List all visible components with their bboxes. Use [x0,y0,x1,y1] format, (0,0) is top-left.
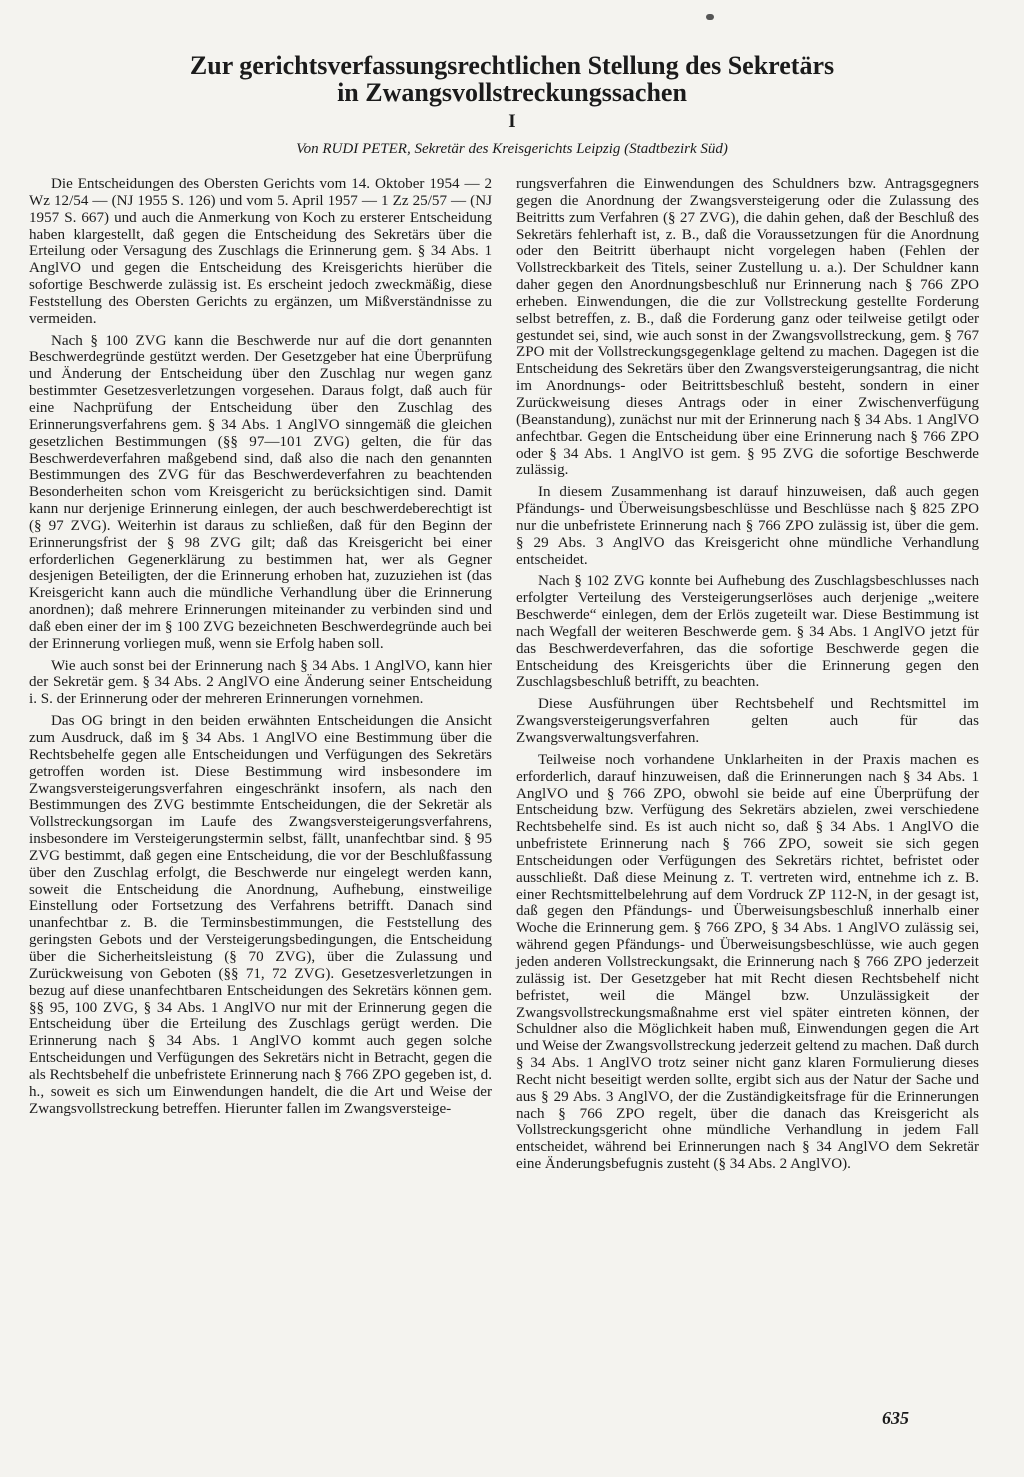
paragraph: Wie auch sonst bei der Erinnerung nach § 34 Abs. 1 AnglVO, kann hier der Sekretär gem. § 34 Abs. 2 AnglVO eine Änderung seiner Entscheidung i. S. der Erinnerung oder der mehreren Erinnerungen vornehmen. [29,657,492,708]
paragraph: rungsverfahren die Einwendungen des Schuldners bzw. Antragsgegners gegen die Anordnung der Zwangsversteigerung oder die Zulassung des Beitritts zum Verfahren (§ 27 ZVG), die dahin gehen, daß der Beschluß des Sekretärs fehlerhaft ist, z. B., daß die Voraussetzungen für die Anordnung oder den Beitritt überhaupt nicht vorgelegen haben (Fehlen der Vollstreckbarkeit des Titels, seiner Zustellung u. a.). Der Schuldner kann daher gegen den Anordnungsbeschluß nur Erinnerung nach § 766 ZPO erheben. Einwendungen, die die zur Vollstreckung gestellte Forderung selbst betreffen, z. B., daß die Forderung ganz oder teilweise getilgt oder gestundet sei, sind, wie auch sonst in der Zwangsvollstreckung, gem. § 767 ZPO mit der Vollstreckungsgegenklage geltend zu machen. Dagegen ist die Entscheidung des Sekretärs über den Zwangsversteigerungsantrag, die nicht im Anordnungs- oder Beitrittsbeschluß besteht, sondern in einer Zurückweisung dieses Antrags oder in einer Zwischenverfügung (Beanstandung), zunächst nur mit der Erinnerung nach § 34 Abs. 1 AnglVO anfechtbar. Gegen die Entscheidung über eine Erinnerung nach § 766 ZPO oder § 34 Abs. 1 AnglVO ist gem. § 95 ZVG die sofortige Beschwerde zulässig. [516,176,979,479]
paragraph: Das OG bringt in den beiden erwähnten Entscheidungen die Ansicht zum Ausdruck, daß im § 34 Abs. 1 AnglVO eine Bestimmung über die Rechtsbehelfe gegen alle Entscheidungen und Verfügungen des Sekretärs getroffen worden ist. Diese Bestimmung wird insbesondere im Zwangsversteigerungsverfahren eingeschränkt insofern, als nach den Bestimmungen des ZVG bestimmte Entscheidungen, die der Sekretär als Vollstreckungsorgan im Laufe des Zwangsversteigerungsverfahrens, insbesondere im Versteigerungstermin selbst, fällt, unanfechtbar sind. § 95 ZVG bestimmt, daß gegen eine Entscheidung, die vor der Beschlußfassung über den Zuschlag erfolgt, die Beschwerde nur eingelegt werden kann, soweit die Entscheidung die Anordnung, Aufhebung, einstweilige Einstellung oder Fortsetzung des Verfahrens betrifft. Danach sind unanfechtbar z. B. die Terminsbestimmungen, die Feststellung des geringsten Gebots und der Versteigerungsbedingungen, die Entscheidung über die Sicherheitsleistung (§ 70 ZVG), über die Zulassung und Zurückweisung von Geboten (§§ 71, 72 ZVG). Gesetzesverletzungen in bezug auf diese unanfechtbaren Entscheidungen des Sekretärs können gem. §§ 95, 100 ZVG, § 34 Abs. 1 AnglVO nur mit der Erinnerung gegen die Entscheidung über die Erteilung des Zuschlags gerügt werden. Die Erinnerung nach § 34 Abs. 1 AnglVO kommt auch gegen solche Entscheidungen und Verfügungen des Sekretärs nicht in Betracht, gegen die als Rechtsbehelf die unbefristete Erinnerung nach § 766 ZPO gegeben ist, d. h., soweit es sich um Einwendungen handelt, die die Art und Weise der Zwangsvollstreckung betreffen. Hierunter fallen im Zwangsversteige- [29,713,492,1117]
paragraph: Die Entscheidungen des Obersten Gerichts vom 14. Oktober 1954 — 2 Wz 12/54 — (NJ 1955 S. 126) und vom 5. April 1957 — 1 Zz 25/57 — (NJ 1957 S. 667) und auch die Anmerkung von Koch zu ersterer Entscheidung haben klargestellt, daß gegen die Entscheidung des Sekretärs über die Erteilung oder Versagung des Zuschlags die Erinnerung gem. § 34 Abs. 1 AnglVO und gegen die Entscheidung des Kreisgerichts hierüber die sofortige Beschwerde zulässig ist. Es erscheint jedoch zweckmäßig, diese Feststellung des Obersten Gerichts zu ergänzen, um Mißverständnisse zu vermeiden. [29,176,492,327]
page-number: 635 [882,1408,909,1428]
left-column [29,176,492,1122]
paragraph: Teilweise noch vorhandene Unklarheiten in der Praxis machen es erforderlich, darauf hinzuweisen, daß die Erinnerungen nach § 34 Abs. 1 AnglVO und § 766 ZPO, obwohl sie beide auf eine Überprüfung der Entscheidung bzw. Verfügung des Sekretärs abzielen, zwei verschiedene Rechtsbehelfe sind. Es ist auch nicht so, daß § 34 Abs. 1 AnglVO die unbefristete Erinnerung nach § 766 ZPO, soweit sie sich gegen Entscheidungen oder Verfügungen des Sekretärs richtet, befristet oder ausschließt. Daß diese Meinung z. T. vertreten wird, entnehme ich z. B. einer Rechtsmittelbelehrung auf dem Vordruck ZP 112-N, in der gesagt ist, daß gegen den Pfändungs- und Überweisungsbeschluß innerhalb einer Woche die Erinnerung gem. § 766 ZPO, § 34 Abs. 1 AnglVO zulässig sei, während gegen Pfändungs- und Überweisungsbeschlüsse, wie auch gegen jeden anderen Vollstreckungsakt, die Erinnerung nach § 766 ZPO jederzeit zulässig ist. Der Gesetzgeber hat mit Recht diesen Rechtsbehelf nicht befristet, weil die Mängel bzw. Unzulässigkeit der Zwangsvollstreckungsmaßnahme erst viel später eintreten können, der Schuldner also die Möglichkeit haben muß, Einwendungen gegen die Art und Weise der Zwangsvollstreckung jederzeit geltend zu machen. Daß durch § 34 Abs. 1 AnglVO trotz seiner nicht ganz klaren Formulierung dieses Recht nicht beseitigt werden sollte, ergibt sich aus der Natur der Sache und aus § 29 Abs. 3 AnglVO, der die Zuständigkeitsfrage für die Erinnerungen nach § 766 ZPO regelt, über die danach das Kreisgericht als Vollstreckungsgericht ohne mündliche Verhandlung in jedem Fall entscheidet, während bei Erinnerungen nach § 34 AnglVO dem Sekretär eine Änderungsbefugnis zusteht (§ 34 Abs. 2 AnglVO). [516,751,979,1173]
author-byline: Von RUDI PETER, Sekretär des Kreisgerichts Leipzig (Stadtbezirk Süd) [296,141,728,157]
right-column [516,176,979,1178]
paragraph: Nach § 102 ZVG konnte bei Aufhebung des Zuschlagsbeschlusses nach erfolgter Verteilung des Versteigerungserlöses auch derjenige „weitere Beschwerde“ einlegen, dem der Erlös zugeteilt war. Diese Bestimmung ist nach Wegfall der weiteren Beschwerde gem. § 34 Abs. 1 AnglVO jetzt für das Beschwerdeverfahren, das die sofortige Beschwerde gegen die Entscheidung des Kreisgerichts über die Erinnerung gegen den Zuschlagsbeschluß betrifft, zu beachten. [516,573,979,691]
title-line-2: in Zwangsvollstreckungssachen [337,78,687,107]
paragraph: Nach § 100 ZVG kann die Beschwerde nur auf die dort genannten Beschwerdegründe gestützt werden. Der Gesetzgeber hat eine Überprüfung und Änderung der Entscheidung über den Zuschlag nur wegen ganz bestimmter Gesetzesverletzungen vorgesehen. Daraus folgt, daß auch für eine Nachprüfung der Entscheidung über den Zuschlag des Erinnerungsverfahrens gem. § 34 Abs. 1 AnglVO sinngemäß die gleichen gesetzlichen Bestimmungen (§§ 97—101 ZVG) gelten, die für das Beschwerdeverfahren maßgebend sind, daß also die nach den genannten Bestimmungen des ZVG für das Beschwerdeverfahren zu beachtenden Besonderheiten schon vom Kreisgericht zu berücksichtigen sind. Damit kann nur derjenige Erinnerung einlegen, der auch beschwerdeberechtigt ist (§ 97 ZVG). Weiterhin ist daraus zu schließen, daß für den Beginn der Erinnerungsfrist der § 98 ZVG gilt; daß das Kreisgericht bei einer erforderlichen Gegenerklärung zu bestimmen hat, wer als Gegner desjenigen Beteiligten, der die Erinnerung erhoben hat, zuzuziehen ist (das Kreisgericht kann auch die mündliche Verhandlung über die Erinnerung anordnen); daß mehrere Erinnerungen miteinander zu verbinden sind und daß eben einer der im § 100 ZVG bezeichneten Beschwerdegründe auch bei der Erinnerung vorliegen muß, wenn sie Erfolg haben soll. [29,332,492,652]
paragraph: In diesem Zusammenhang ist darauf hinzuweisen, daß auch gegen Pfändungs- und Überweisungsbeschlüsse und Beschlüsse nach § 825 ZPO nur die unbefristete Erinnerung nach § 766 ZPO zulässig ist, über die gem. § 29 Abs. 3 AnglVO das Kreisgericht ohne mündliche Verhandlung entscheidet. [516,484,979,568]
title-line-1: Zur gerichtsverfassungsrechtlichen Stellung des Sekretärs [189,51,835,80]
ink-mark [706,14,714,20]
paragraph: Diese Ausführungen über Rechtsbehelf und Rechtsmittel im Zwangsversteigerungsverfahren gelten auch für das Zwangsverwaltungsverfahren. [516,696,979,746]
article-title [140,52,884,106]
section-number: I [508,111,516,132]
